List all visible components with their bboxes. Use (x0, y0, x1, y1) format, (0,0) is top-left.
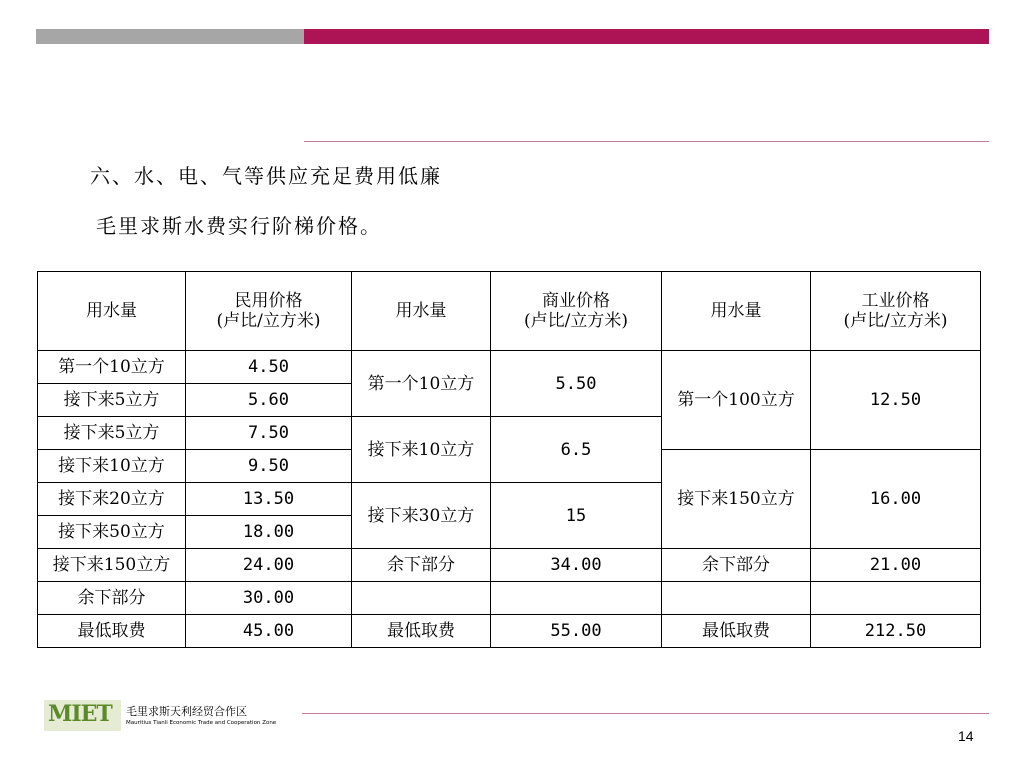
header-industrial-title: 工业价格 (861, 291, 930, 311)
residential-price-cell: 7.50 (186, 417, 352, 450)
commercial-price-cell: 15 (491, 483, 662, 549)
table-row (38, 582, 981, 615)
residential-price-cell: 13.50 (186, 483, 352, 516)
zone-name-english: Mauritius Tianli Economic Trade and Cooperation Zone (126, 720, 277, 726)
residential-price-cell: 4.50 (186, 351, 352, 384)
industrial-price-cell: 16.00 (811, 450, 981, 549)
empty-cell (811, 582, 981, 615)
empty-cell (491, 582, 662, 615)
residential-price-cell: 24.00 (186, 549, 352, 582)
commercial-price-cell: 55.00 (491, 615, 662, 648)
residential-usage-cell: 接下来50立方 (38, 516, 186, 549)
slide-heading: 六、水、电、气等供应充足费用低廉 (90, 164, 442, 188)
slide-subheading: 毛里求斯水费实行阶梯价格。 (96, 214, 382, 238)
footer-divider (302, 713, 989, 714)
header-residential-price (186, 272, 352, 351)
residential-usage-cell: 余下部分 (38, 582, 186, 615)
industrial-usage-cell: 余下部分 (662, 549, 811, 582)
residential-usage-cell: 最低取费 (38, 615, 186, 648)
header-commercial-unit: (卢比/立方米) (524, 311, 628, 331)
industrial-price-cell: 21.00 (811, 549, 981, 582)
empty-cell (352, 582, 491, 615)
industrial-price-cell: 12.50 (811, 351, 981, 450)
header-usage-commercial: 用水量 (352, 272, 491, 351)
residential-price-cell: 30.00 (186, 582, 352, 615)
industrial-usage-cell: 最低取费 (662, 615, 811, 648)
residential-price-cell: 18.00 (186, 516, 352, 549)
header-commercial-title: 商业价格 (542, 291, 610, 311)
residential-usage-cell: 接下来10立方 (38, 450, 186, 483)
industrial-price-cell: 212.50 (811, 615, 981, 648)
residential-usage-cell: 接下来5立方 (38, 384, 186, 417)
header-usage-industrial: 用水量 (662, 272, 811, 351)
table-row (38, 615, 981, 648)
header-residential-title: 民用价格 (234, 291, 303, 311)
zone-logo (44, 700, 121, 731)
commercial-usage-cell: 余下部分 (352, 549, 491, 582)
residential-usage-cell: 接下来5立方 (38, 417, 186, 450)
commercial-usage-cell: 接下来10立方 (352, 417, 491, 483)
residential-price-cell: 5.60 (186, 384, 352, 417)
residential-usage-cell: 接下来150立方 (38, 549, 186, 582)
header-industrial-unit: (卢比/立方米) (843, 311, 948, 331)
commercial-price-cell: 34.00 (491, 549, 662, 582)
header-usage-residential: 用水量 (38, 272, 186, 351)
zone-name-chinese: 毛里求斯天利经贸合作区 (126, 705, 247, 718)
title-bar-accent (304, 29, 989, 44)
residential-price-cell: 45.00 (186, 615, 352, 648)
water-price-table (37, 271, 981, 648)
table-header-row (38, 272, 981, 351)
commercial-usage-cell: 接下来30立方 (352, 483, 491, 549)
residential-usage-cell: 接下来20立方 (38, 483, 186, 516)
residential-price-cell: 9.50 (186, 450, 352, 483)
commercial-price-cell: 6.5 (491, 417, 662, 483)
commercial-price-cell: 5.50 (491, 351, 662, 417)
industrial-usage-cell: 第一个100立方 (662, 351, 811, 450)
table-row (38, 549, 981, 582)
header-residential-unit: (卢比/立方米) (216, 311, 321, 331)
empty-cell (662, 582, 811, 615)
commercial-usage-cell: 最低取费 (352, 615, 491, 648)
header-industrial-price (811, 272, 981, 351)
header-divider (304, 141, 989, 142)
header-commercial-price (491, 272, 662, 351)
residential-usage-cell: 第一个10立方 (38, 351, 186, 384)
page-number: 14 (958, 728, 974, 744)
logo-text: MIET (48, 701, 112, 727)
table-row (38, 351, 981, 384)
industrial-usage-cell: 接下来150立方 (662, 450, 811, 549)
title-bar-gray (36, 29, 304, 44)
commercial-usage-cell: 第一个10立方 (352, 351, 491, 417)
